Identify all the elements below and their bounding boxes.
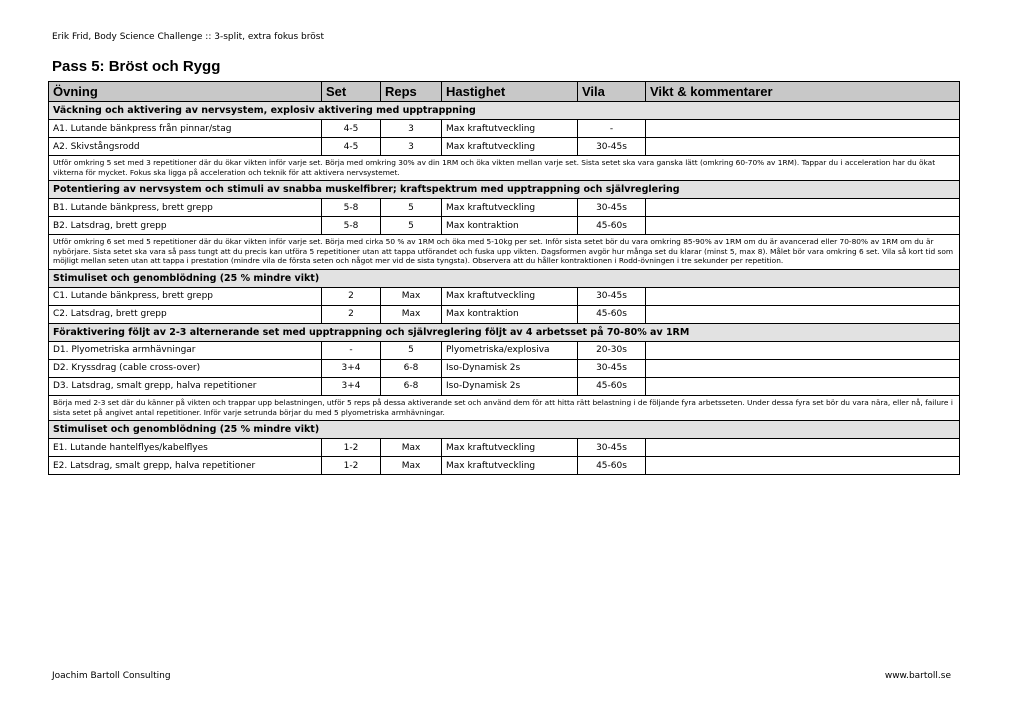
footer-company: Joachim Bartoll Consulting — [52, 671, 171, 681]
tempo: Max kraftutveckling — [442, 439, 578, 457]
exercise-name: A2. Skivstångsrodd — [49, 138, 322, 156]
tempo: Max kraftutveckling — [442, 457, 578, 475]
reps-count: 6-8 — [381, 359, 442, 377]
page-title: Pass 5: Bröst och Rygg — [52, 58, 221, 75]
exercise-row — [49, 305, 960, 323]
tempo: Iso-Dynamisk 2s — [442, 377, 578, 395]
comment-cell — [646, 217, 960, 235]
workout-table — [48, 81, 960, 475]
comment-cell — [646, 457, 960, 475]
exercise-row — [49, 138, 960, 156]
set-count: 1-2 — [322, 457, 381, 475]
comment-cell — [646, 120, 960, 138]
column-header-comments: Vikt & kommentarer — [646, 82, 960, 102]
set-count: 5-8 — [322, 199, 381, 217]
instruction-note-row — [49, 156, 960, 181]
set-count: - — [322, 341, 381, 359]
rest-time: 20-30s — [578, 341, 646, 359]
set-count: 2 — [322, 287, 381, 305]
set-count: 4-5 — [322, 120, 381, 138]
instruction-note: Utför omkring 6 set med 5 repetitioner där du ökar vikten inför varje set. Börja med cirka 50 % av 1RM och öka med 5-10kg per set. Inför sista setet bör du vara omkring 85-90% av 1RM om du är avancerad eller 70-80% av 1RM om du är nybörjare. Sista setet ska vara så pass tungt att du precis kan utföra 5 repetitioner utan att tappa utförandet och fuska upp vikten. Dagsformen avgör hur många set du klarar (minst 5, max 8). Målet bör vara omkring 6 set. Vila så kort tid som möjligt mellan seten utan att tappa i prestation (mindre vila de första seten och något mer vid de sista tyngsta). Observera att du håller kontraktionen i Rodd-övningen i tre sekunder per repetition. — [49, 235, 960, 270]
reps-count: 3 — [381, 138, 442, 156]
rest-time: - — [578, 120, 646, 138]
instruction-note-row — [49, 395, 960, 420]
table-header-row — [49, 82, 960, 102]
comment-cell — [646, 359, 960, 377]
column-header-exercise: Övning — [49, 82, 322, 102]
exercise-name: C2. Latsdrag, brett grepp — [49, 305, 322, 323]
tempo: Iso-Dynamisk 2s — [442, 359, 578, 377]
rest-time: 45-60s — [578, 305, 646, 323]
tempo: Max kontraktion — [442, 305, 578, 323]
set-count: 5-8 — [322, 217, 381, 235]
exercise-name: E2. Latsdrag, smalt grepp, halva repetitioner — [49, 457, 322, 475]
instruction-note-row — [49, 235, 960, 270]
exercise-row — [49, 120, 960, 138]
comment-cell — [646, 305, 960, 323]
exercise-row — [49, 199, 960, 217]
document-header: Erik Frid, Body Science Challenge :: 3-split, extra fokus bröst — [52, 32, 324, 42]
section-title: Väckning och aktivering av nervsystem, explosiv aktivering med upptrappning — [49, 102, 960, 120]
table-body — [49, 102, 960, 475]
comment-cell — [646, 341, 960, 359]
rest-time: 45-60s — [578, 377, 646, 395]
rest-time: 30-45s — [578, 359, 646, 377]
section-header-row — [49, 323, 960, 341]
rest-time: 30-45s — [578, 138, 646, 156]
rest-time: 45-60s — [578, 217, 646, 235]
exercise-row — [49, 359, 960, 377]
footer-website: www.bartoll.se — [884, 671, 951, 681]
section-title: Potentiering av nervsystem och stimuli av snabba muskelfibrer; kraftspektrum med upptrappning och självreglering — [49, 181, 960, 199]
column-header-rest: Vila — [578, 82, 646, 102]
reps-count: 3 — [381, 120, 442, 138]
set-count: 3+4 — [322, 359, 381, 377]
comment-cell — [646, 287, 960, 305]
comment-cell — [646, 377, 960, 395]
section-header-row — [49, 269, 960, 287]
section-title: Stimuliset och genomblödning (25 % mindre vikt) — [49, 269, 960, 287]
set-count: 4-5 — [322, 138, 381, 156]
comment-cell — [646, 439, 960, 457]
reps-count: 5 — [381, 217, 442, 235]
instruction-note: Utför omkring 5 set med 3 repetitioner där du ökar vikten inför varje set. Börja med omkring 30% av din 1RM och öka vikten mellan varje set. Sista setet ska vara ganska lätt (omkring 60-70% av 1RM). Tappar du i acceleration har du ökat vikterna för mycket. Fokus ska ligga på acceleration och teknik för att aktivera nervsystemet. — [49, 156, 960, 181]
exercise-row — [49, 457, 960, 475]
rest-time: 45-60s — [578, 457, 646, 475]
reps-count: Max — [381, 457, 442, 475]
exercise-name: B1. Lutande bänkpress, brett grepp — [49, 199, 322, 217]
section-header-row — [49, 102, 960, 120]
reps-count: Max — [381, 287, 442, 305]
section-header-row — [49, 421, 960, 439]
section-header-row — [49, 181, 960, 199]
reps-count: Max — [381, 305, 442, 323]
instruction-note: Börja med 2-3 set där du känner på vikten och trappar upp belastningen, utför 5 reps på dessa aktiverande set och använd dem för att hitta rätt belastning i de följande fyra arbetsseten. Under dessa fyra set bör du vara nära, eller nå, failure i sista setet på angivet antal repetitioner. Inför varje setrunda börjar du med 5 plyometriska armhävningar. — [49, 395, 960, 420]
reps-count: 5 — [381, 199, 442, 217]
exercise-row — [49, 439, 960, 457]
exercise-name: C1. Lutande bänkpress, brett grepp — [49, 287, 322, 305]
column-header-tempo: Hastighet — [442, 82, 578, 102]
rest-time: 30-45s — [578, 439, 646, 457]
column-header-set: Set — [322, 82, 381, 102]
exercise-row — [49, 217, 960, 235]
tempo: Max kraftutveckling — [442, 138, 578, 156]
reps-count: 6-8 — [381, 377, 442, 395]
comment-cell — [646, 199, 960, 217]
section-title: Stimuliset och genomblödning (25 % mindre vikt) — [49, 421, 960, 439]
tempo: Max kraftutveckling — [442, 287, 578, 305]
tempo: Max kraftutveckling — [442, 120, 578, 138]
set-count: 2 — [322, 305, 381, 323]
set-count: 1-2 — [322, 439, 381, 457]
rest-time: 30-45s — [578, 199, 646, 217]
set-count: 3+4 — [322, 377, 381, 395]
reps-count: 5 — [381, 341, 442, 359]
tempo: Plyometriska/explosiva — [442, 341, 578, 359]
exercise-name: D2. Kryssdrag (cable cross-over) — [49, 359, 322, 377]
exercise-row — [49, 341, 960, 359]
comment-cell — [646, 138, 960, 156]
exercise-name: D1. Plyometriska armhävningar — [49, 341, 322, 359]
exercise-row — [49, 287, 960, 305]
tempo: Max kontraktion — [442, 217, 578, 235]
reps-count: Max — [381, 439, 442, 457]
exercise-name: B2. Latsdrag, brett grepp — [49, 217, 322, 235]
exercise-row — [49, 377, 960, 395]
exercise-name: A1. Lutande bänkpress från pinnar/stag — [49, 120, 322, 138]
rest-time: 30-45s — [578, 287, 646, 305]
section-title: Föraktivering följt av 2-3 alternerande set med upptrappning och självreglering följt av 4 arbetsset på 70-80% av 1RM — [49, 323, 960, 341]
exercise-name: E1. Lutande hantelflyes/kabelflyes — [49, 439, 322, 457]
tempo: Max kraftutveckling — [442, 199, 578, 217]
exercise-name: D3. Latsdrag, smalt grepp, halva repetitioner — [49, 377, 322, 395]
column-header-reps: Reps — [381, 82, 442, 102]
